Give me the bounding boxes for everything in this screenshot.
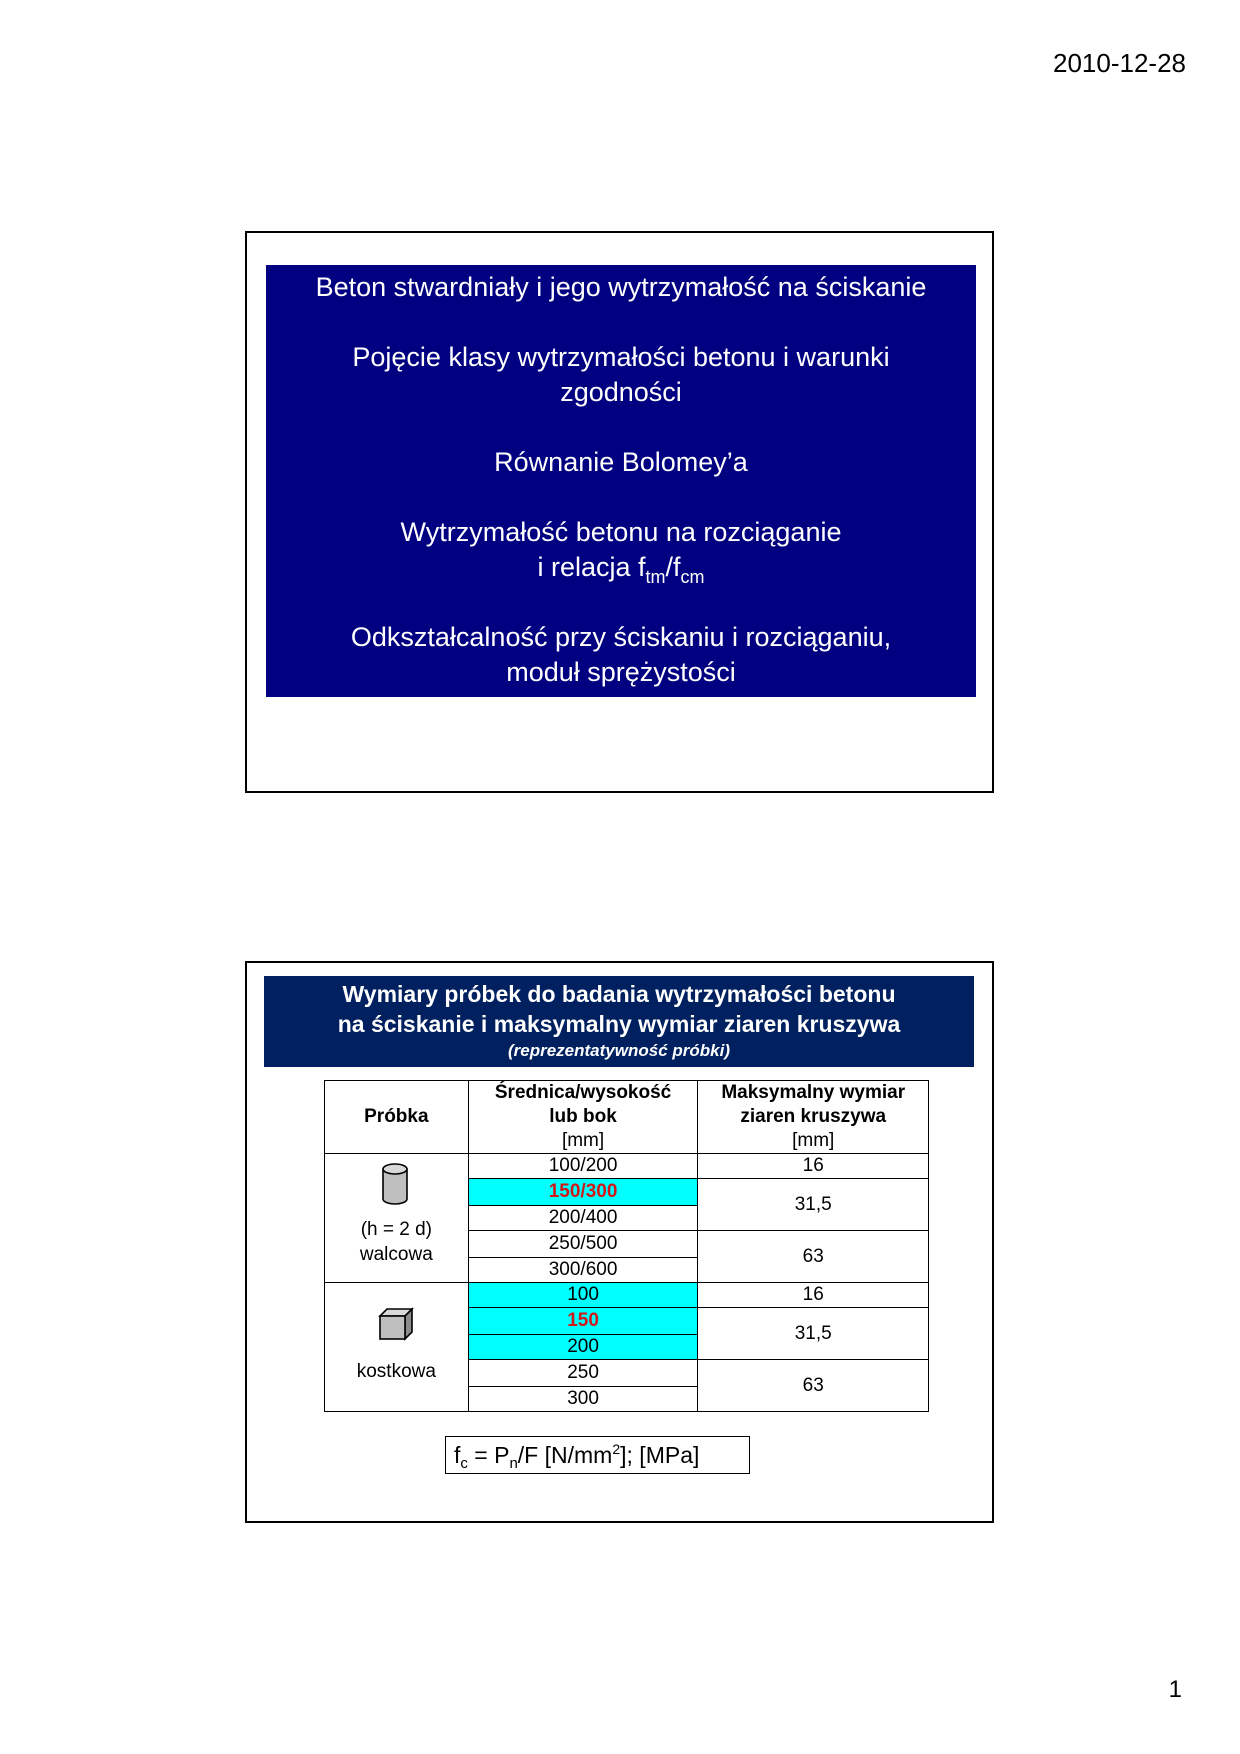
specimen-table xyxy=(324,1080,929,1412)
cylinder-label: walcowa xyxy=(359,1244,433,1265)
slide-1 xyxy=(245,231,994,793)
topic-2-line-a: Pojęcie klasy wytrzymałości betonu i warunki xyxy=(352,342,890,372)
cylinder-icon xyxy=(380,1162,410,1206)
slide-2-header xyxy=(264,976,974,1067)
topic-4-line-b: i relacja $f_{tm}/f_{cm}$ xyxy=(537,552,705,587)
slide-2-title-line-1: Wymiary próbek do badania wytrzymałości betonu xyxy=(342,981,896,1007)
topic-5-line-a: Odkształcalność przy ściskaniu i rozciąganiu, xyxy=(350,622,892,652)
cube-agg-31-5: 31,5 xyxy=(698,1308,929,1360)
cyl-size-200: 200/400 xyxy=(468,1206,698,1231)
topic-3: Równanie Bolomey’a xyxy=(494,447,748,477)
topic-5-line-b: moduł sprężystości xyxy=(506,657,736,687)
cyl-size-150: 150/300 xyxy=(468,1179,698,1206)
cube-label: kostkowa xyxy=(356,1361,436,1382)
cube-size-250: 250 xyxy=(468,1360,698,1387)
page-date: 2010-12-28 xyxy=(1053,48,1186,78)
slide-2 xyxy=(245,961,994,1523)
topic-4-line-a: Wytrzymałość betonu na rozciąganie xyxy=(400,517,842,547)
cube-icon xyxy=(378,1307,414,1341)
page-number: 1 xyxy=(1168,1676,1182,1703)
cylinder-ratio: (h = 2 d) xyxy=(360,1219,432,1240)
slide-1-topics-panel xyxy=(266,265,976,697)
table-header-row xyxy=(325,1081,929,1154)
topic-1: Beton stwardniały i jego wytrzymałość na ściskanie xyxy=(315,272,927,302)
cyl-agg-31-5: 31,5 xyxy=(698,1179,929,1231)
slide-2-title-line-2: na ściskanie i maksymalny wymiar ziaren kruszywa xyxy=(337,1011,901,1037)
cube-agg-16: 16 xyxy=(698,1283,929,1308)
cyl-agg-63: 63 xyxy=(698,1231,929,1283)
cylinder-cell xyxy=(325,1154,469,1283)
cube-size-300: 300 xyxy=(468,1387,698,1412)
table-row xyxy=(325,1283,929,1308)
cyl-size-300: 300/600 xyxy=(468,1258,698,1283)
topic-2-line-b: zgodności xyxy=(560,377,682,407)
header-max-aggregate: Maksymalny wymiar ziaren kruszywa [mm] xyxy=(698,1081,929,1154)
cube-size-150: 150 xyxy=(468,1308,698,1335)
strength-formula: $f_c = P_n/F$ $[N/mm^2]$; [MPa] xyxy=(445,1436,750,1474)
cyl-size-250: 250/500 xyxy=(468,1231,698,1258)
cube-cell xyxy=(325,1283,469,1412)
cyl-agg-16: 16 xyxy=(698,1154,929,1179)
cube-size-200: 200 xyxy=(468,1335,698,1360)
cyl-size-100: 100/200 xyxy=(468,1154,698,1179)
header-specimen: Próbka xyxy=(325,1081,469,1154)
header-size: Średnica/wysokość lub bok [mm] xyxy=(468,1081,698,1154)
slide-2-subtitle: (reprezentatywność próbki) xyxy=(508,1041,730,1060)
table-row xyxy=(325,1154,929,1179)
cube-size-100: 100 xyxy=(468,1283,698,1308)
cube-agg-63: 63 xyxy=(698,1360,929,1412)
